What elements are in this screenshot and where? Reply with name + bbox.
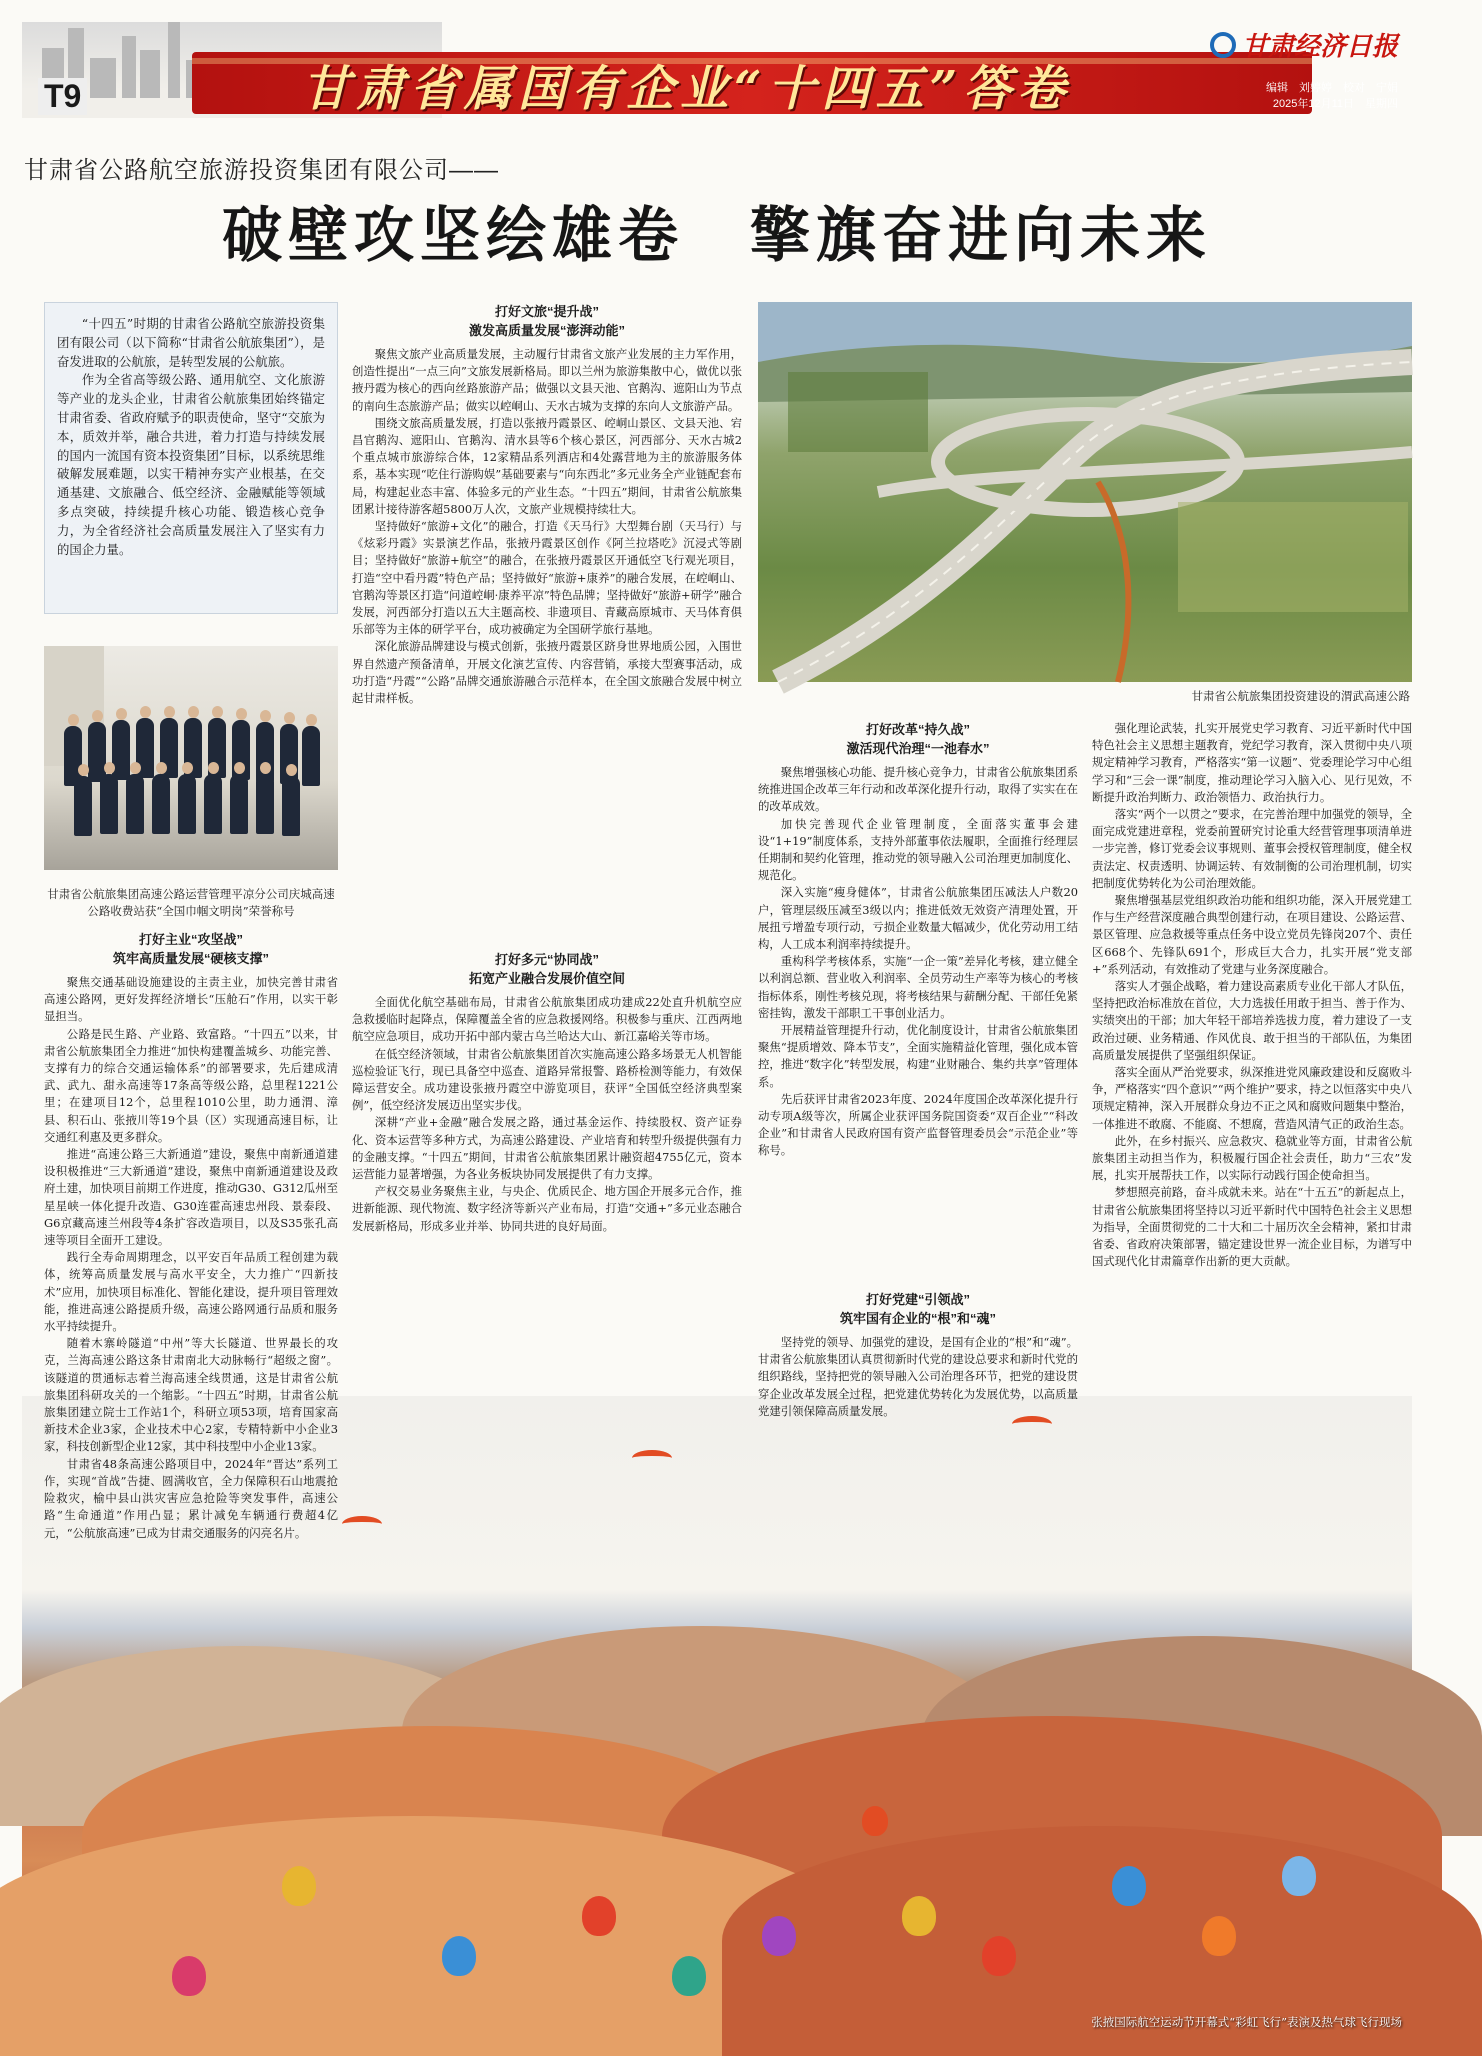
section-heading <box>758 720 1078 758</box>
highway-photo <box>758 302 1412 682</box>
article-headline: 破壁攻坚绘雄卷 擎旗奋进向未来 <box>222 202 1212 269</box>
paragraph: 全面优化航空基础布局，甘肃省公航旅集团成功建成22处直升机航空应急救援临时起降点，保障覆盖全省的应急救援网络。积极参与重庆、江西两地航空应急项目，成功开拓中部内蒙古乌兰哈达大山、新江嘉峪关等市场。 <box>352 995 742 1044</box>
team-photo <box>44 646 338 870</box>
paragraph: 聚焦增强基层党组织政治功能和组织功能，深入开展党建工作与生产经营深度融合典型创建行动，在项目建设、公路运营、景区管理、应急救援等重点任务中设立党员先锋岗207个、责任区668个、先锋队691个，形成巨大合力，扎实开展“党支部+”系列活动，有效推动了党建与业务深度融合。 <box>1092 893 1412 976</box>
balloon-icon <box>1202 1916 1236 1956</box>
section-title: 打好改革“持久战” <box>865 722 970 737</box>
balloon-icon <box>862 1806 888 1836</box>
balloon-icon <box>982 1936 1016 1976</box>
section-2 <box>352 302 742 942</box>
paragraph: 坚持做好“旅游+文化”的融合，打造《天马行》大型舞台剧（天马行）与《炫彩丹霞》实景演艺作品，张掖丹霞景区创作《阿兰拉塔吃》沉浸式等剧目；坚持做好“旅游+航空”的融合，在张掖丹霞景区开通低空飞行观光项目，打造“空中看丹霞”特色产品；坚持做好“旅游+康养”的融合发展，在崆峒山、官鹅沟等景区打造“问道崆峒·康养平凉”特色品牌；坚持做好“旅游+研学”融合发展，河西部分打造以五大主题高校、非遗项目、青藏高原城市、天马体育俱乐部等为主体的研学平台，成功被确定为全国研学旅行基地。 <box>352 519 742 637</box>
paragraph: 甘肃省48条高速公路项目中，2024年“晋达”系列工作，实现“首战”告捷、圆满收官，全力保障积石山地震抢险救灾，榆中县山洪灾害应急抢险等突发事件，高速公路“生命通道”作用凸显；累计减免车辆通行费超4亿元，“公航旅高速”已成为甘肃交通服务的闪亮名片。 <box>44 1456 338 1540</box>
paragraph: 先后获评甘肃省2023年度、2024年度国企改革深化提升行动专项A级等次，所属企业获评国务院国资委“双百企业”“科改企业”和甘肃省人民政府国有资产监督管理委员会“示范企业”等称号。 <box>758 1091 1078 1158</box>
paragraph: 深化旅游品牌建设与模式创新，张掖丹霞景区跻身世界地质公园，入围世界自然遗产预备清单，开展文化演艺宣传、内容营销，承接大型赛事活动，成功打造“丹霞”“公路”品牌交通旅游融合示范样本，在全国文旅融合发展中树立起甘肃样板。 <box>352 639 742 706</box>
paragraph: 在低空经济领域，甘肃省公航旅集团首次实施高速公路多场景无人机智能巡检验证飞行，现已具备空中巡查、道路异常报警、路桥检测等能力，有效保障运营安全。成功建设张掖丹霞空中游览项目，获评“全国低空经济典型案例”，低空经济发展迈出坚实步伐。 <box>352 1046 742 1113</box>
newspaper-logo <box>1210 26 1398 63</box>
paragraph: 加快完善现代企业管理制度，全面落实董事会建设“1+19”制度体系，支持外部董事依法履职，全面推行经理层任期制和契约化管理，推动党的领导融入公司治理更加制度化、规范化。 <box>758 816 1078 883</box>
paragraph: 此外，在乡村振兴、应急救灾、稳就业等方面，甘肃省公航旅集团主动担当作为，积极履行国企社会责任，助力“三农”发展，扎实开展帮扶工作，以实际行动践行国企使命担当。 <box>1092 1133 1412 1183</box>
date-line: 2025年12月11日 星期四 <box>1272 98 1398 110</box>
paragraph: 推进“高速公路三大新通道”建设，聚焦中南新通道建设积极推进“三大新通道”建设，聚焦中南新通道建设及政府土建，加快项目前期工作进度，推动G30、G312瓜州至星星峡一体化提升改造、G30连霍高速忠州段、景泰段、G6京藏高速兰州段等4条扩容改造项目，以及S35张孔高速等项目全面开工建设。 <box>44 1147 338 1248</box>
highway-illustration <box>758 302 1412 682</box>
page-number: T9 <box>38 78 87 115</box>
paragraph: 践行全寿命周期理念，以平安百年品质工程创建为载体，统筹高质量发展与高水平安全，大力推广“四新技术”应用，加快项目标准化、智能化建设，提升项目管理效能，推进高速公路提质升级，高速公路网通行品质和服务水平持续提升。 <box>44 1250 338 1334</box>
paragraph: 梦想照亮前路，奋斗成就未来。站在“十五五”的新起点上，甘肃省公航旅集团将坚持以习近平新时代中国特色社会主义思想为指导，全面贯彻党的二十大和二十届历次全会精神，紧扣甘肃省委、省政府决策部署，锚定建设世界一流企业目标，为谱写中国式现代化甘肃篇章作出新的更大贡献。 <box>1092 1185 1412 1269</box>
section-subtitle: 筑牢高质量发展“硬核支撑” <box>112 951 269 966</box>
section-heading <box>758 1290 1078 1328</box>
paragraph: 公路是民生路、产业路、致富路。“十四五”以来，甘肃省公航旅集团全力推进“加快构建覆盖城乡、功能完善、支撑有力的综合交通运输体系”的部署要求，先后建成清武、武九、甜永高速等17条高等级公路，总里程1221公里；在建项目12个，总里程1010公里，助力通渭、漳县、积石山、张掖川等19个县（区）实现通高速目标，让交通红利惠及更多群众。 <box>44 1026 338 1144</box>
section-subtitle: 筑牢国有企业的“根”和“魂” <box>839 1311 996 1326</box>
paragraph: 深入实施“瘦身健体”，甘肃省公航旅集团压减法人户数20户，管理层级压减至3级以内；推进低效无效资产清理处置，开展扭亏增盈专项行动，亏损企业数量大幅减少，优化劳动用工结构，人工成本利润率持续提升。 <box>758 885 1078 952</box>
section-heading <box>352 302 742 340</box>
balloon-icon <box>1112 1866 1146 1906</box>
paragraph: 聚焦交通基础设施建设的主责主业，加快完善甘肃省高速公路网，更好发挥经济增长“压舱石”作用，以实干彰显担当。 <box>44 975 338 1024</box>
section-4 <box>758 720 1078 1280</box>
section-5 <box>1092 720 1412 1396</box>
paragraph: 聚焦文旅产业高质量发展，主动履行甘肃省文旅产业发展的主力军作用，创造性提出“一点三向”文旅发展新格局。即以兰州为旅游集散中心，做优以张掖丹霞为核心的西向丝路旅游产品；做强以文县天池、官鹅沟、遮阳山为节点的南向生态旅游产品；做实以崆峒山、天水古城为支撑的东向人文旅游产品。 <box>352 347 742 413</box>
paragraph: 聚焦增强核心功能、提升核心竞争力，甘肃省公航旅集团系统推进国企改革三年行动和改革深化提升行动，取得了实实在在的改革成效。 <box>758 765 1078 814</box>
balloon-icon <box>672 1956 706 1996</box>
section-subtitle: 拓宽产业融合发展价值空间 <box>468 971 625 986</box>
masthead <box>22 22 1412 122</box>
intro-paragraph: 作为全省高等级公路、通用航空、文化旅游等产业的龙头企业，甘肃省公航旅集团始终锚定甘肃省委、省政府赋予的职责使命，坚守“交旅为本，质效并举，融合共进，着力打造与持续发展的国内一流国有资本投资集团”目标，以系统思维破解发展难题，以实干精神夯实产业根基，在交通基建、文旅融合、低空经济、金融赋能等领域多点突破，持续提升核心功能、锻造核心竞争力，为全省经济社会高质量发展注入了坚实有力的国企力量。 <box>57 372 325 557</box>
section-heading <box>44 930 338 968</box>
section-5-heading-block <box>758 1290 1078 1418</box>
section-title: 打好文旅“提升战” <box>494 304 599 319</box>
paragraph: 随着木寨岭隧道“中州”等大长隧道、世界最长的攻克，兰海高速公路这条甘肃南北大动脉畅行“超级之窗”。该隧道的贯通标志着兰海高速全线贯通，这是甘肃省公航旅集团科研攻关的一个缩影。“十四五”时期，甘肃省公航旅集团建立院士工作站1个，科研立项53项，培育国家高新技术企业3家，企业技术中心2家，专精特新中小企业3家，科技创新型企业12家，其中科技型中小企业13家。 <box>44 1336 338 1454</box>
intro-box <box>44 302 338 614</box>
paragraph: 落实“两个一以贯之”要求，在完善治理中加强党的领导，全面完成党建进章程，党委前置研究讨论重大经营管理事项清单进一步完善，修订党委会议事规则、董事会授权管理制度，健全权责法定、权责透明、协调运转、有效制衡的公司治理机制，切实把制度优势转化为公司治理效能。 <box>1092 807 1412 890</box>
paragraph: 坚持党的领导、加强党的建设，是国有企业的“根”和“魂”。甘肃省公航旅集团认真贯彻新时代党的建设总要求和新时代党的组织路线，坚持把党的领导融入公司治理各环节，把党的建设贯穿企业改革发展全过程，把党建优势转化为发展优势，以高质量党建引领保障高质量发展。 <box>758 1335 1078 1418</box>
paragraph: 落实全面从严治党要求，纵深推进党风廉政建设和反腐败斗争，严格落实“四个意识”“两个维护”要求，持之以恒落实中央八项规定精神，深入开展群众身边不正之风和腐败问题集中整治，一体推进不敢腐、不能腐、不想腐，营造风清气正的政治生态。 <box>1092 1065 1412 1131</box>
team-photo-caption: 甘肃省公航旅集团高速公路运营管理平凉分公司庆城高速公路收费站获“全国巾帼文明岗”荣誉称号 <box>47 887 335 918</box>
highway-photo-caption: 甘肃省公航旅集团投资建设的渭武高速公路 <box>1191 689 1410 703</box>
paragraph: 围绕文旅高质量发展，打造以张掖丹霞景区、崆峒山景区、文县天池、宕昌官鹅沟、遮阳山、官鹅沟、清水县等6个核心景区，河西部分、天水古城2个重点城市旅游综合体，12家精品系列酒店和4处露营地为主的旅游服务体系，基本实现“吃住行游购娱”基础要素与“向东西北”多元业务全产业链配套布局，构建起业态丰富、体验多元的产业生态。“十四五”期间，甘肃省公航旅集团累计接待游客超5800万人次，文旅产业规模持续壮大。 <box>352 415 742 516</box>
issue-meta <box>1266 80 1398 112</box>
section-1 <box>44 930 338 1540</box>
section-title: 打好党建“引领战” <box>865 1292 970 1307</box>
balloon-icon <box>282 1866 316 1906</box>
balloon-icon <box>1282 1856 1316 1896</box>
paragraph: 深耕“产业+金融”融合发展之路，通过基金运作、持续股权、资产证券化、资本运营等多种方式，为高速公路建设、产业培育和转型升级提供强有力的金融支撑。“十四五”期间，甘肃省公航旅集团累计融资超4755亿元，资本运营能力显著增强，为各业务板块协同发展提供了有力支撑。 <box>352 1115 742 1182</box>
section-heading <box>352 950 742 988</box>
intro-paragraph: “十四五”时期的甘肃省公路航空旅游投资集团有限公司（以下简称“甘肃省公航旅集团”），是奋发进取的公航旅，是转型发展的公航旅。 <box>57 316 325 369</box>
paragraph: 产权交易业务聚焦主业，与央企、优质民企、地方国企开展多元合作，推进新能源、现代物流、数字经济等新兴产业布局，打造“交通+”多元业态融合发展新格局，形成多业并举、协同共进的良好局面。 <box>352 1184 742 1233</box>
section-title: 甘肃省属国有企业“十四五”答卷 <box>302 61 1072 117</box>
balloon-icon <box>582 1896 616 1936</box>
section-subtitle: 激活现代治理“一池春水” <box>846 741 990 756</box>
paragraph: 落实人才强企战略，着力建设高素质专业化干部人才队伍，坚持把政治标准放在首位，大力选拔任用敢于担当、善于作为、实绩突出的干部；加大年轻干部培养选拔力度，着力建设了一支政治过硬、业务精通、作风优良、敢于担当的干部队伍，为集团高质量发展提供了坚强组织保证。 <box>1092 979 1412 1062</box>
editor-line: 编辑 刘婷婷 校对 宁娟 <box>1266 82 1398 94</box>
company-kicker: 甘肃省公路航空旅游投资集团有限公司—— <box>24 157 499 184</box>
balloon-icon <box>172 1956 206 1996</box>
balloon-icon <box>902 1896 936 1936</box>
paraglider-icon <box>632 1450 672 1466</box>
balloon-icon <box>762 1916 796 1956</box>
paragraph: 重构科学考核体系，实施“一企一策”差异化考核，建立健全以利润总额、营业收入利润率、全员劳动生产率等为核心的考核指标体系，刚性考核兑现，将考核结果与薪酬分配、干部任免紧密挂钩，激发干部职工干事创业活力。 <box>758 954 1078 1020</box>
newspaper-name: 甘肃经济日报 <box>1241 32 1398 62</box>
danxia-photo-caption: 张掖国际航空运动节开幕式“彩虹飞行”表演及热气球飞行现场 <box>1091 2015 1402 2029</box>
section-title: 打好主业“攻坚战” <box>138 932 243 947</box>
section-subtitle: 激发高质量发展“澎湃动能” <box>468 323 625 338</box>
paragraph: 开展精益管理提升行动，优化制度设计，甘肃省公航旅集团聚焦“提质增效、降本节支”，全面实施精益化管理，强化成本管控，推进“数字化”转型发展，构建“业财融合、集约共享”管理体系。 <box>758 1023 1078 1089</box>
paraglider-icon <box>342 1516 382 1532</box>
section-3 <box>352 950 742 1396</box>
section-title: 打好多元“协同战” <box>494 952 599 967</box>
balloon-icon <box>442 1936 476 1976</box>
newspaper-emblem-icon <box>1210 32 1236 58</box>
paragraph: 强化理论武装，扎实开展党史学习教育、习近平新时代中国特色社会主义思想主题教育，党纪学习教育，深入贯彻中央八项规定精神学习教育，严格落实“第一议题”、党委理论学习中心组学习和“三会一课”制度，推动理论学习入脑入心、见行见效，不断提升政治判断力、政治领悟力、政治执行力。 <box>1092 721 1412 804</box>
